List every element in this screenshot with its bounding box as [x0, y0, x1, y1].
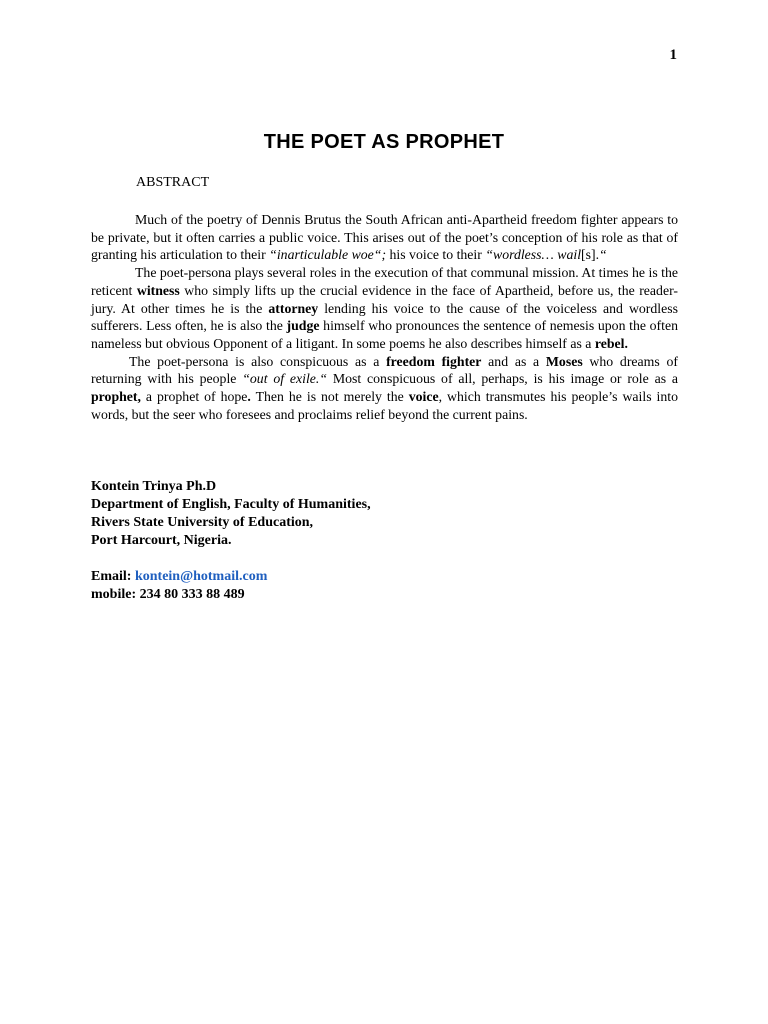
quote-inarticulable-woe: “inarticulable woe“; — [269, 247, 387, 263]
document-title: THE POET AS PROPHET — [263, 131, 505, 153]
author-university: Rivers State University of Education, — [91, 515, 314, 530]
keyword-judge: judge — [286, 318, 320, 334]
mobile-line: mobile: 234 80 333 88 489 — [91, 587, 245, 602]
keyword-witness: witness — [136, 282, 180, 298]
contact-block — [91, 568, 267, 604]
author-department: Department of English, Faculty of Humanities, — [91, 497, 371, 512]
email-line — [91, 568, 267, 586]
email-link[interactable]: kontein@hotmail.com — [134, 569, 268, 584]
author-location: Port Harcourt, Nigeria. — [91, 533, 232, 548]
abstract-heading: ABSTRACT — [136, 175, 210, 190]
keyword-freedom-fighter: freedom fighter — [386, 353, 482, 369]
keyword-rebel: rebel. — [594, 335, 628, 351]
quote-out-of-exile: “out of exile.“ — [242, 371, 328, 387]
abstract-paragraph-3: The poet-persona is also conspicuous as a freedom fighter and as a Moses who dreams of returning with his people “out of exile.“ Most conspicuous of all, perhaps, is his image or role as a prophet, a prophet of hope. Then he is not merely the voice, which transmutes his people’s wails into words, but the seer who foresees and proclaims relief beyond the current pains. — [91, 353, 679, 422]
keyword-moses: Moses — [545, 353, 583, 369]
abstract-body — [91, 211, 678, 423]
keyword-voice: voice — [408, 389, 439, 405]
page-number: 1 — [669, 47, 677, 63]
author-name: Kontein Trinya Ph.D — [91, 479, 217, 494]
keyword-prophet: prophet, — [91, 389, 141, 405]
quote-wordless-wail: “wordless… wail — [485, 247, 582, 263]
abstract-paragraph-2: The poet-persona plays several roles in the execution of that communal mission. At times he is the reticent witness who simply lifts up the crucial evidence in the face of Apartheid, before us, the reader-jury. At other times he is the attorney lending his voice to the cause of the voiceless and wordless sufferers. Less often, he is also the judge himself who pronounces the sentence of nemesis upon the often nameless but obvious Opponent of a litigant. In some poems he also describes himself as a rebel. — [91, 265, 679, 351]
keyword-attorney: attorney — [268, 300, 319, 316]
author-block — [91, 478, 371, 550]
abstract-paragraph-1: Much of the poetry of Dennis Brutus the South African anti-Apartheid freedom fighter appears to be private, but it often carries a public voice. This arises out of the poet’s conception of his role as that of granting his articulation to their “inarticulable woe“; his voice to their “wordless… wail[s].“ — [91, 212, 678, 263]
email-label: Email: — [91, 569, 135, 584]
